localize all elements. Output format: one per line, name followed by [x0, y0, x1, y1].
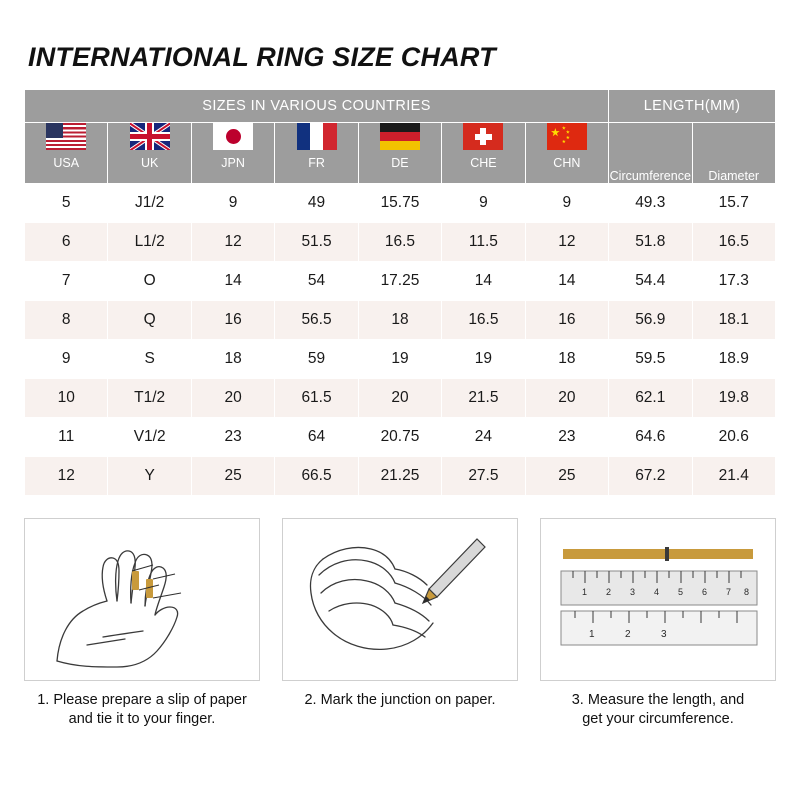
column-header-usa	[25, 123, 108, 184]
cell-chn: 9	[525, 184, 608, 223]
ring-size-chart-page	[0, 42, 800, 800]
cell-uk: Y	[108, 457, 191, 496]
table-row	[25, 379, 776, 418]
flag-china-icon	[547, 123, 587, 150]
cell-diameter: 19.8	[692, 379, 776, 418]
step-2-caption-line1: 2. Mark the junction on paper.	[304, 692, 496, 708]
step-3-caption-line2: get your circumference.	[582, 711, 734, 727]
cell-jpn: 18	[191, 340, 274, 379]
table-group-header-row	[25, 90, 776, 123]
flag-france-icon	[297, 123, 337, 150]
column-header-diameter: Diameter	[692, 123, 776, 184]
table-row	[25, 457, 776, 496]
flag-uk-icon	[130, 123, 170, 150]
step-1-caption-line2: and tie it to your finger.	[68, 711, 216, 727]
cell-jpn: 12	[191, 223, 274, 262]
cell-che: 19	[442, 340, 525, 379]
cell-usa: 6	[25, 223, 108, 262]
table-row	[25, 262, 776, 301]
cell-chn: 18	[525, 340, 608, 379]
svg-text:2: 2	[606, 587, 612, 597]
cell-diameter: 20.6	[692, 418, 776, 457]
cell-che: 11.5	[442, 223, 525, 262]
column-header-uk	[108, 123, 191, 184]
instruction-steps	[24, 518, 776, 729]
column-code-chn: CHN	[553, 156, 581, 170]
cell-fr: 54	[275, 262, 358, 301]
cell-usa: 10	[25, 379, 108, 418]
column-header-circumference: Circumference	[609, 123, 692, 184]
step-1-illustration	[24, 518, 260, 681]
column-code-jpn: JPN	[221, 156, 245, 170]
cell-che: 27.5	[442, 457, 525, 496]
cell-fr: 56.5	[275, 301, 358, 340]
svg-text:4: 4	[654, 587, 660, 597]
step-3	[540, 518, 776, 729]
page-title: INTERNATIONAL RING SIZE CHART	[28, 42, 496, 72]
cell-circumference: 51.8	[609, 223, 692, 262]
cell-che: 14	[442, 262, 525, 301]
svg-text:5: 5	[678, 587, 684, 597]
cell-jpn: 25	[191, 457, 274, 496]
cell-uk: O	[108, 262, 191, 301]
cell-chn: 25	[525, 457, 608, 496]
cell-de: 16.5	[358, 223, 441, 262]
column-code-de: DE	[391, 156, 409, 170]
cell-de: 20.75	[358, 418, 441, 457]
cell-circumference: 64.6	[609, 418, 692, 457]
step-2-caption	[282, 691, 518, 710]
cell-circumference: 62.1	[609, 379, 692, 418]
cell-che: 9	[442, 184, 525, 223]
cell-chn: 20	[525, 379, 608, 418]
flag-switzerland-icon	[463, 123, 503, 150]
cell-usa: 5	[25, 184, 108, 223]
cell-diameter: 18.9	[692, 340, 776, 379]
cell-diameter: 17.3	[692, 262, 776, 301]
cell-de: 18	[358, 301, 441, 340]
svg-text:6: 6	[702, 587, 708, 597]
cell-circumference: 67.2	[609, 457, 692, 496]
cell-fr: 59	[275, 340, 358, 379]
cell-circumference: 56.9	[609, 301, 692, 340]
step-2	[282, 518, 518, 729]
column-header-che	[442, 123, 525, 184]
cell-jpn: 9	[191, 184, 274, 223]
hand-marking-with-pen-icon	[283, 519, 517, 680]
cell-jpn: 14	[191, 262, 274, 301]
ring-size-table	[24, 89, 776, 496]
step-3-caption	[540, 691, 776, 729]
svg-text:3: 3	[630, 587, 636, 597]
cell-diameter: 16.5	[692, 223, 776, 262]
cell-uk: T1/2	[108, 379, 191, 418]
cell-chn: 12	[525, 223, 608, 262]
cell-usa: 9	[25, 340, 108, 379]
cell-uk: L1/2	[108, 223, 191, 262]
flag-germany-icon	[380, 123, 420, 150]
cell-usa: 7	[25, 262, 108, 301]
column-header-fr	[275, 123, 358, 184]
svg-text:8: 8	[744, 587, 750, 597]
cell-che: 16.5	[442, 301, 525, 340]
cell-fr: 66.5	[275, 457, 358, 496]
column-header-chn	[525, 123, 608, 184]
cell-diameter: 21.4	[692, 457, 776, 496]
cell-fr: 61.5	[275, 379, 358, 418]
step-3-caption-line1: 3. Measure the length, and	[571, 692, 745, 708]
cell-de: 20	[358, 379, 441, 418]
cell-diameter: 18.1	[692, 301, 776, 340]
step-1	[24, 518, 260, 729]
group-header-length: LENGTH(MM)	[609, 90, 776, 123]
flag-usa-icon	[46, 123, 86, 150]
cell-fr: 49	[275, 184, 358, 223]
cell-de: 19	[358, 340, 441, 379]
cell-uk: Q	[108, 301, 191, 340]
cell-uk: S	[108, 340, 191, 379]
svg-text:1: 1	[589, 629, 595, 640]
cell-che: 21.5	[442, 379, 525, 418]
cell-usa: 8	[25, 301, 108, 340]
cell-uk: V1/2	[108, 418, 191, 457]
cell-circumference: 54.4	[609, 262, 692, 301]
cell-fr: 64	[275, 418, 358, 457]
svg-text:2: 2	[625, 629, 631, 640]
step-1-caption-line1: 1. Please prepare a slip of paper	[37, 692, 247, 708]
cell-de: 21.25	[358, 457, 441, 496]
cell-usa: 12	[25, 457, 108, 496]
cell-jpn: 23	[191, 418, 274, 457]
cell-circumference: 59.5	[609, 340, 692, 379]
step-3-illustration	[540, 518, 776, 681]
column-header-jpn	[191, 123, 274, 184]
cell-jpn: 16	[191, 301, 274, 340]
cell-che: 24	[442, 418, 525, 457]
hand-with-paper-strip-icon	[25, 519, 259, 680]
column-code-fr: FR	[308, 156, 325, 170]
step-2-illustration	[282, 518, 518, 681]
table-row	[25, 223, 776, 262]
table-row	[25, 418, 776, 457]
table-column-header-row	[25, 123, 776, 184]
cell-chn: 16	[525, 301, 608, 340]
svg-text:1: 1	[582, 587, 588, 597]
cell-diameter: 15.7	[692, 184, 776, 223]
cell-usa: 11	[25, 418, 108, 457]
cell-uk: J1/2	[108, 184, 191, 223]
cell-chn: 14	[525, 262, 608, 301]
table-row	[25, 340, 776, 379]
group-header-countries: SIZES IN VARIOUS COUNTRIES	[25, 90, 609, 123]
table-row	[25, 184, 776, 223]
column-code-che: CHE	[470, 156, 497, 170]
svg-text:3: 3	[661, 629, 667, 640]
cell-chn: 23	[525, 418, 608, 457]
cell-fr: 51.5	[275, 223, 358, 262]
cell-jpn: 20	[191, 379, 274, 418]
column-header-de	[358, 123, 441, 184]
cell-circumference: 49.3	[609, 184, 692, 223]
svg-text:7: 7	[726, 587, 732, 597]
column-code-usa: USA	[53, 156, 80, 170]
step-1-caption	[24, 691, 260, 729]
flag-japan-icon	[213, 123, 253, 150]
column-code-uk: UK	[140, 156, 159, 170]
ruler-measuring-paper-strip-icon	[541, 519, 775, 680]
table-row	[25, 301, 776, 340]
cell-de: 15.75	[358, 184, 441, 223]
cell-de: 17.25	[358, 262, 441, 301]
